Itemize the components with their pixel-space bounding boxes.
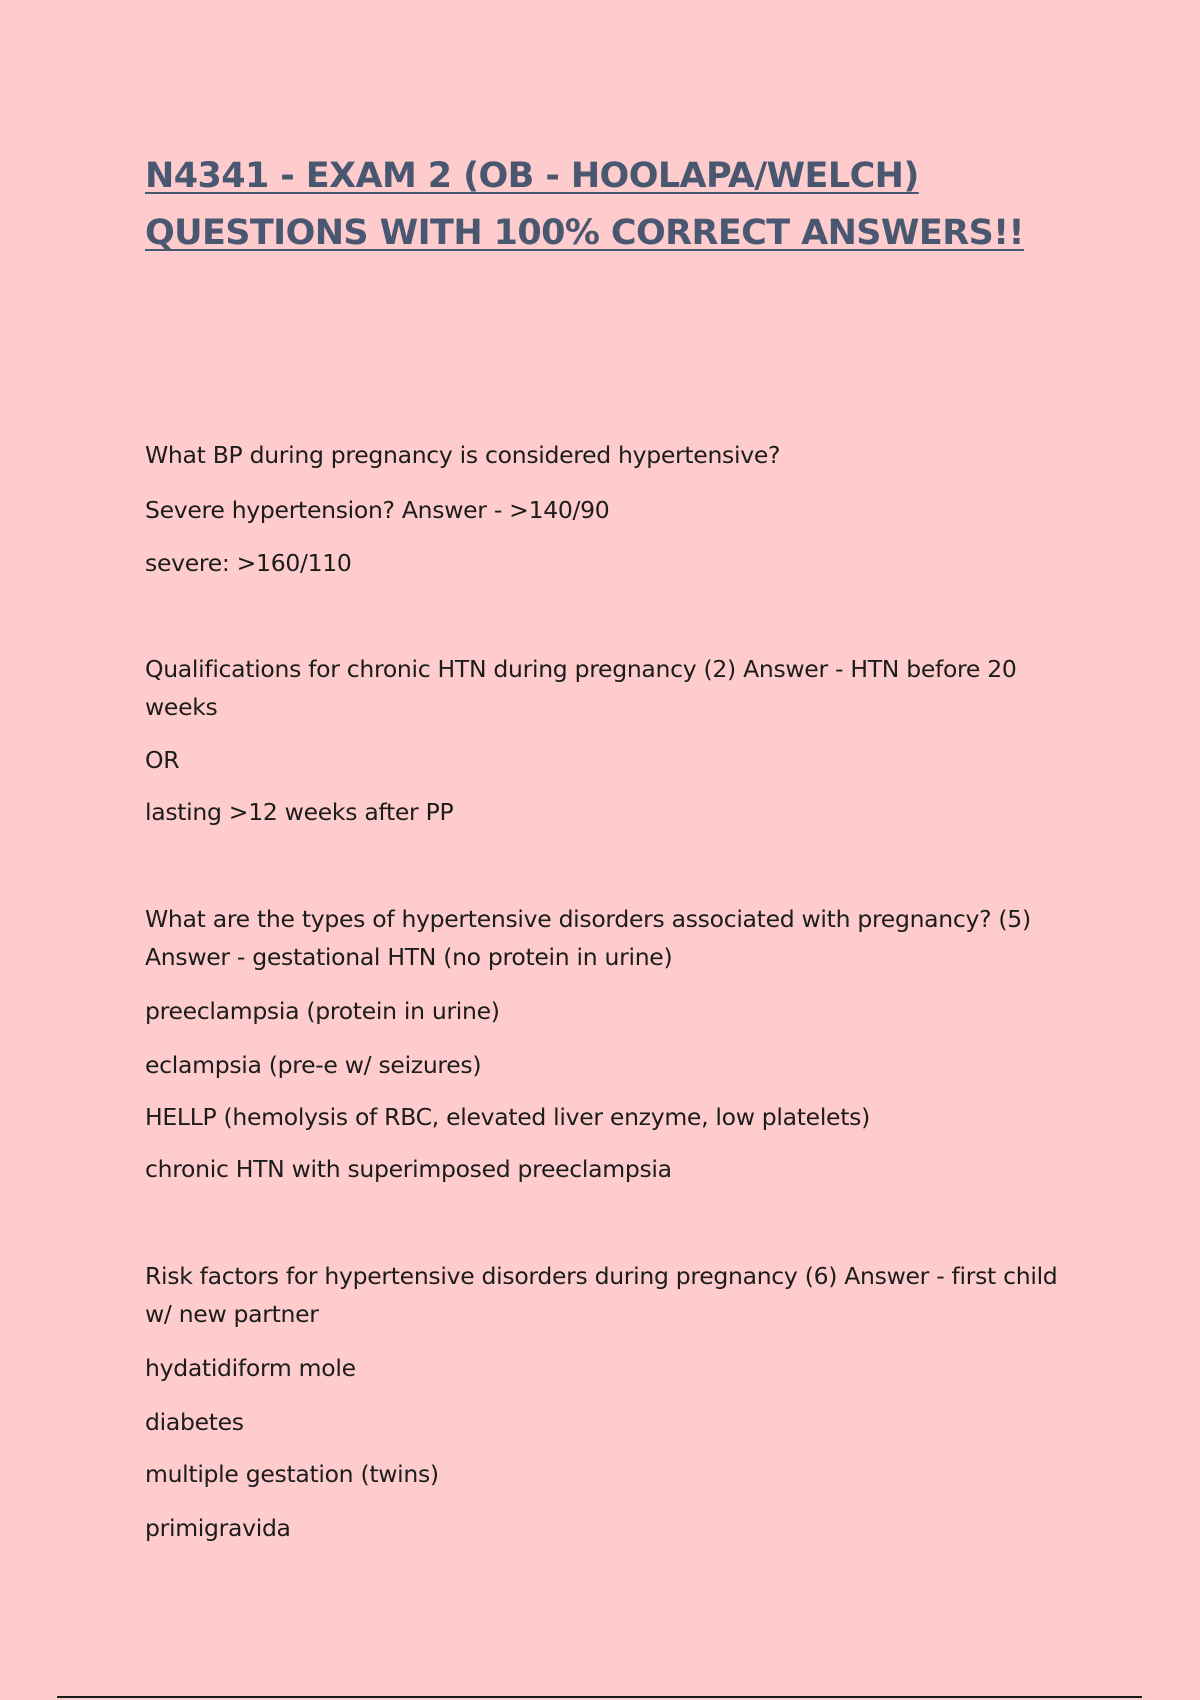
question-text: Risk factors for hypertensive disorders during pregnancy (6) Answer - first child w/ new partner: [145, 1262, 1058, 1328]
answer-line: hydatidiform mole: [145, 1354, 356, 1382]
answer-line: Severe hypertension? Answer - >140/90: [145, 496, 610, 524]
answer-line: eclampsia (pre-e w/ seizures): [145, 1051, 482, 1079]
answer-line: HELLP (hemolysis of RBC, elevated liver enzyme, low platelets): [145, 1103, 870, 1131]
answer-line: lasting >12 weeks after PP: [145, 798, 454, 826]
title-line-1: N4341 - EXAM 2 (OB - HOOLAPA/WELCH): [145, 156, 919, 196]
answer-line: OR: [145, 746, 180, 774]
answer-line: severe: >160/110: [145, 549, 352, 577]
answer-line: preeclampsia (protein in urine): [145, 997, 500, 1025]
question-text: Qualifications for chronic HTN during pregnancy (2) Answer - HTN before 20 weeks: [145, 655, 1017, 721]
answer-line: primigravida: [145, 1514, 291, 1542]
answer-line: diabetes: [145, 1408, 244, 1436]
answer-line: chronic HTN with superimposed preeclampsia: [145, 1155, 672, 1183]
page-title: [145, 148, 1105, 262]
question-text: What are the types of hypertensive disorders associated with pregnancy? (5) Answer - gestational HTN (no protein in urine): [145, 905, 1031, 971]
question-text: What BP during pregnancy is considered hypertensive?: [145, 441, 781, 469]
answer-line: multiple gestation (twins): [145, 1460, 439, 1488]
title-line-2: QUESTIONS WITH 100% CORRECT ANSWERS!!: [145, 213, 1024, 253]
footer-divider: [57, 1696, 1142, 1698]
